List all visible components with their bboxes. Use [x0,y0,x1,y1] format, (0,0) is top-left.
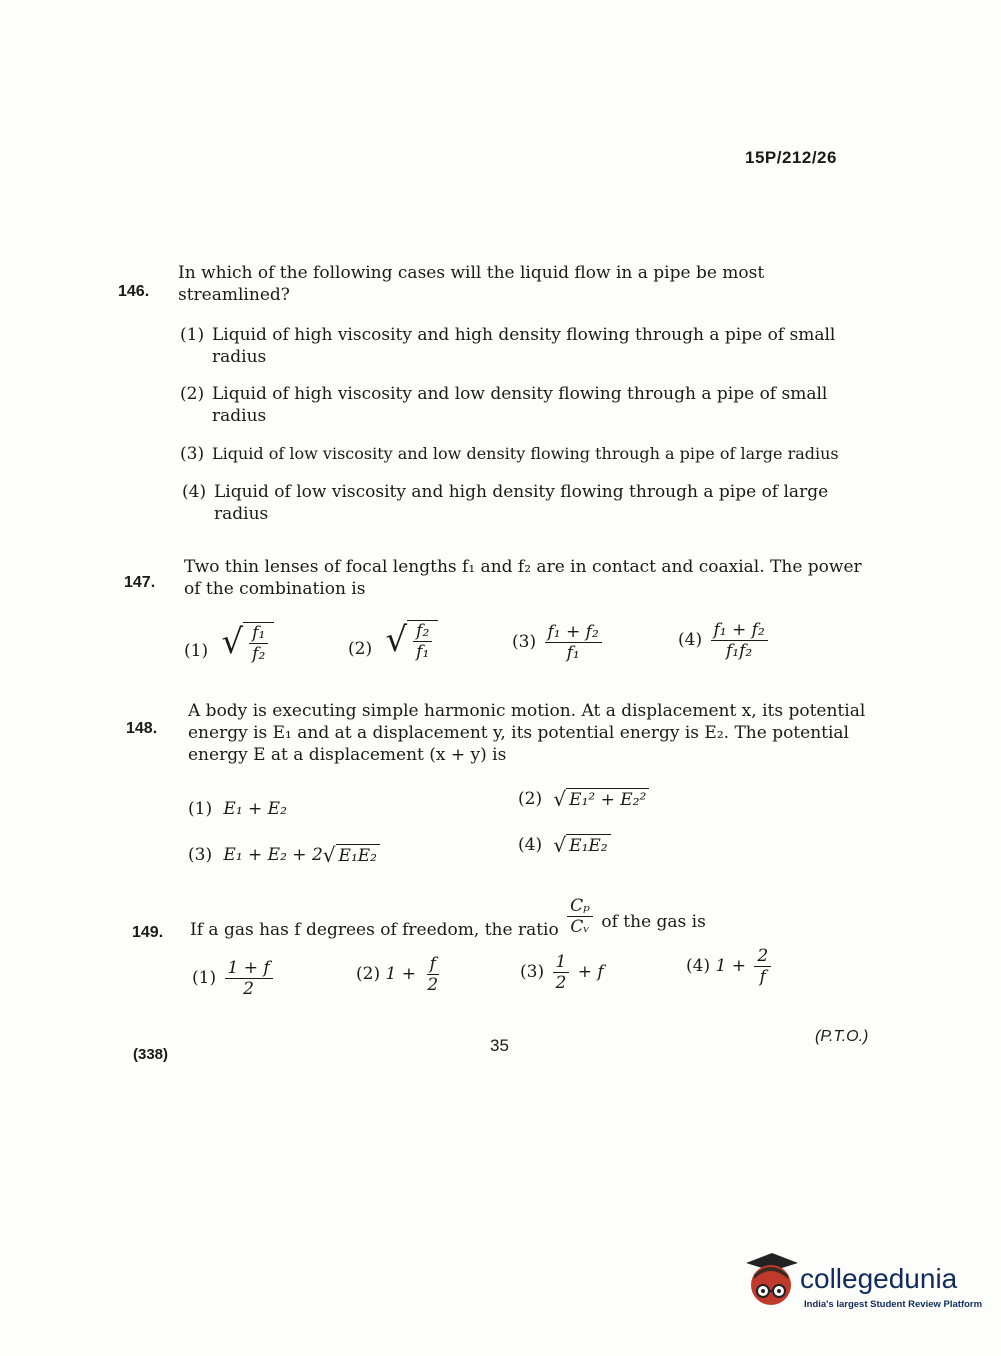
question-text: In which of the following cases will the liquid flow in a pipe be most streamlined? [178,263,765,305]
collegedunia-logo [742,1249,983,1319]
question-number: 147. [124,574,156,591]
option-147-2[interactable]: (2) √ $\frac{\text{f₂}}{\text{f₁}}$ [348,620,438,662]
option-147-3[interactable]: (3) $\frac{\text{f₁ + f₂}}{\text{f₁}}$ [512,622,605,663]
option-148-3[interactable]: (3) E₁ + E₂ + 2 √ E₁E₂ [188,844,380,867]
question-text: If a gas has f degrees of freedom, the ratio $\frac{\text{Cₚ}}{\text{Cᵥ}}$ of the gas is [190,896,706,940]
booklet-code: (338) [133,1046,169,1063]
option-147-1[interactable]: (1) √ $\frac{\text{f₁}}{\text{f₂}}$ [184,622,274,664]
fraction: $\frac{2}{f}$ [754,946,771,987]
option-149-2[interactable]: (2) 1 + $\frac{f}{2}$ [356,954,444,995]
pto-label: (P.T.O.) [815,1028,869,1045]
option-149-4[interactable]: (4) 1 + $\frac{2}{f}$ [686,946,774,987]
fraction: $\frac{\text{f₁ + f₂}}{\text{f₁}}$ [545,622,602,663]
option-146-2[interactable]: (2) Liquid of high viscosity and low density flowing through a pipe of small radius [180,384,828,426]
question-text: A body is executing simple harmonic motion. At a displacement x, its potential energy is E₁ and at a displacement y, its potential energy is E₂. The potential energy E at a displacement (x + y) is [188,701,866,765]
question-number: 149. [132,924,164,941]
cp-cv-ratio: $\frac{\text{Cₚ}}{\text{Cᵥ}}$ [567,896,593,937]
option-148-1[interactable]: (1) E₁ + E₂ [188,799,287,819]
option-147-4[interactable]: (4) $\frac{\text{f₁ + f₂}}{\text{f₁f₂}}$ [678,620,771,661]
sqrt-expression: √ $\frac{\text{f₁}}{\text{f₂}}$ [222,622,275,664]
option-146-4[interactable]: (4) Liquid of low viscosity and high density flowing through a pipe of large radius [182,482,829,524]
sqrt-expression: √ E₁² + E₂² [553,788,649,811]
page-number: 35 [490,1036,509,1055]
fraction: $\frac{1}{2}$ [553,952,570,993]
option-149-3[interactable]: (3) $\frac{1}{2}$ + f [520,952,604,993]
paper-code: 15P/212/26 [745,148,837,167]
sqrt-expression: √ E₁E₂ [553,834,610,857]
brand-name: collegedunia [800,1263,958,1294]
option-146-3[interactable]: (3) Liquid of low viscosity and low density flowing through a pipe of large radius [180,444,839,464]
fraction: $\frac{f}{2}$ [427,954,439,995]
option-149-1[interactable]: (1) $\frac{1 + f}{2}$ [192,958,276,999]
question-number: 148. [126,720,158,737]
brand-tagline: India's largest Student Review Platform [804,1299,983,1310]
option-148-2[interactable]: (2) √ E₁² + E₂² [518,788,649,811]
option-146-1[interactable]: (1) Liquid of high viscosity and high density flowing through a pipe of small radius [180,325,836,367]
mascot-icon [742,1249,800,1311]
sqrt-expression: √ E₁E₂ [323,844,380,867]
question-number: 146. [118,283,150,300]
fraction: $\frac{1 + f}{2}$ [225,958,273,999]
option-148-4[interactable]: (4) √ E₁E₂ [518,834,611,857]
fraction: $\frac{\text{f₁ + f₂}}{\text{f₁f₂}}$ [711,620,768,661]
sqrt-expression: √ $\frac{\text{f₂}}{\text{f₁}}$ [386,620,439,662]
question-text: Two thin lenses of focal lengths f₁ and f₂ are in contact and coaxial. The power of the combination is [184,557,862,599]
